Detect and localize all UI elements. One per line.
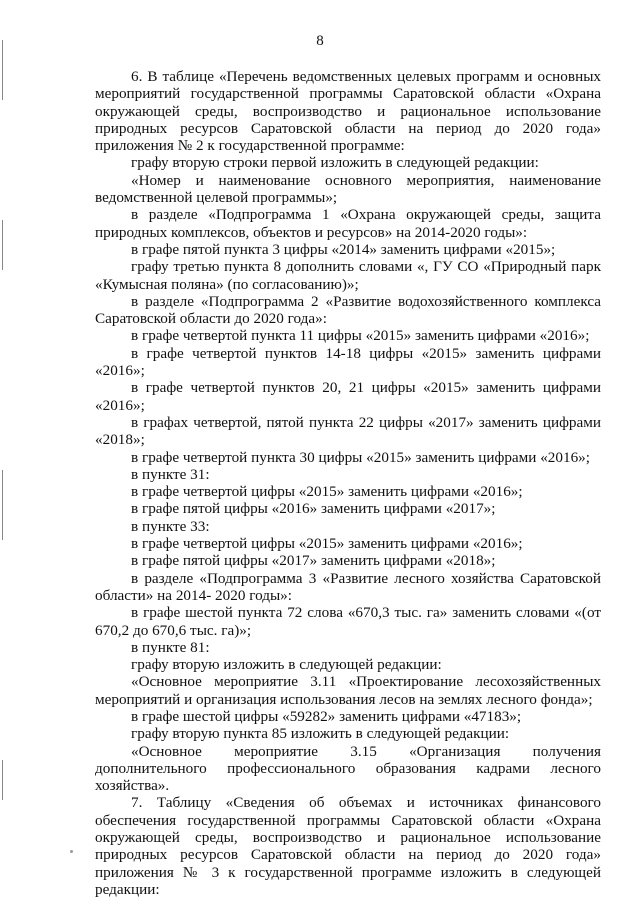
scan-speck <box>70 850 73 853</box>
paragraph: 7. Таблицу «Сведения об объемах и источниках финансового обеспечения государственной программы Саратовской области «Охрана окружающей среды, воспроизводство и рациональное использование природных ресурсов Саратовской области на период до 2020 года» приложения № 3 к государственной программе изложить в следующей редакции: <box>95 794 601 898</box>
paragraph: графу вторую пункта 85 изложить в следующей редакции: <box>131 725 510 743</box>
paragraph: в графе четвертой цифры «2015» заменить цифрами «2016»; <box>131 535 523 553</box>
paragraph: «Основное мероприятие 3.15 «Организация получения дополнительного профессионального образования кадрами лесного хозяйства». <box>95 742 601 795</box>
paragraph: «Основное мероприятие 3.11 «Проектирование лесохозяйственных мероприятий и организация использования лесов на землях лесного фонда»; <box>95 673 601 708</box>
paragraph: в графе четвертой пункта 30 цифры «2015» заменить цифрами «2016»; <box>131 448 590 466</box>
scan-edge-mark <box>2 470 3 540</box>
paragraph: в графе пятой цифры «2016» заменить цифрами «2017»; <box>131 500 496 518</box>
paragraph: в графе четвертой пунктов 14-18 цифры «2015» заменить цифрами «2016»; <box>95 344 601 380</box>
paragraph: графу вторую строки первой изложить в следующей редакции: <box>131 154 539 172</box>
paragraph: в пункте 33: <box>131 517 210 535</box>
scan-edge-mark <box>2 220 3 270</box>
paragraph: в разделе «Подпрограмма 1 «Охрана окружающей среды, защита природных комплексов, объектов и ресурсов» на 2014-2020 годы»: <box>95 206 601 241</box>
paragraph: в графе четвертой пунктов 20, 21 цифры «2015» заменить цифрами «2016»; <box>95 379 601 414</box>
scan-edge-mark <box>2 760 3 800</box>
paragraph: «Номер и наименование основного мероприятия, наименование ведомственной целевой программы»; <box>95 171 601 207</box>
page-number: 8 <box>316 33 324 49</box>
paragraph: в графе четвертой цифры «2015» заменить цифрами «2016»; <box>131 483 523 501</box>
paragraph: в графе шестой цифры «59282» заменить цифрами «47183»; <box>131 707 522 725</box>
paragraph: в графе пятой цифры «2017» заменить цифрами «2018»; <box>131 552 496 570</box>
paragraph: графу третью пункта 8 дополнить словами «, ГУ СО «Природный парк «Кумысная поляна» (по согласованию)»; <box>95 258 601 293</box>
paragraph: в графе четвертой пункта 11 цифры «2015» заменить цифрами «2016»; <box>131 327 590 345</box>
paragraph: в разделе «Подпрограмма 3 «Развитие лесного хозяйства Саратовской области» на 2014- 2020 годы»: <box>95 569 601 604</box>
paragraph: 6. В таблице «Перечень ведомственных целевых программ и основных мероприятий государственной программы Саратовской области «Охрана окружающей среды, воспроизводство и рациональное использование природных ресурсов Саратовской области на период до 2020 года» приложения № 2 к государственной программе: <box>95 68 601 155</box>
paragraph: в графе пятой пункта 3 цифры «2014» заменить цифрами «2015»; <box>131 240 556 258</box>
paragraph: в пункте 81: <box>131 638 210 656</box>
paragraph: в графах четвертой, пятой пункта 22 цифры «2017» заменить цифрами «2018»; <box>95 413 601 449</box>
paragraph: графу вторую изложить в следующей редакции: <box>131 656 442 674</box>
paragraph: в разделе «Подпрограмма 2 «Развитие водохозяйственного комплекса Саратовской области до 2020 года»: <box>95 292 601 328</box>
paragraph: в графе шестой пункта 72 слова «670,3 тыс. га» заменить словами «(от 670,2 до 670,6 тыс. га)»; <box>95 604 601 639</box>
paragraph: в пункте 31: <box>131 465 210 483</box>
document-body <box>95 68 601 898</box>
